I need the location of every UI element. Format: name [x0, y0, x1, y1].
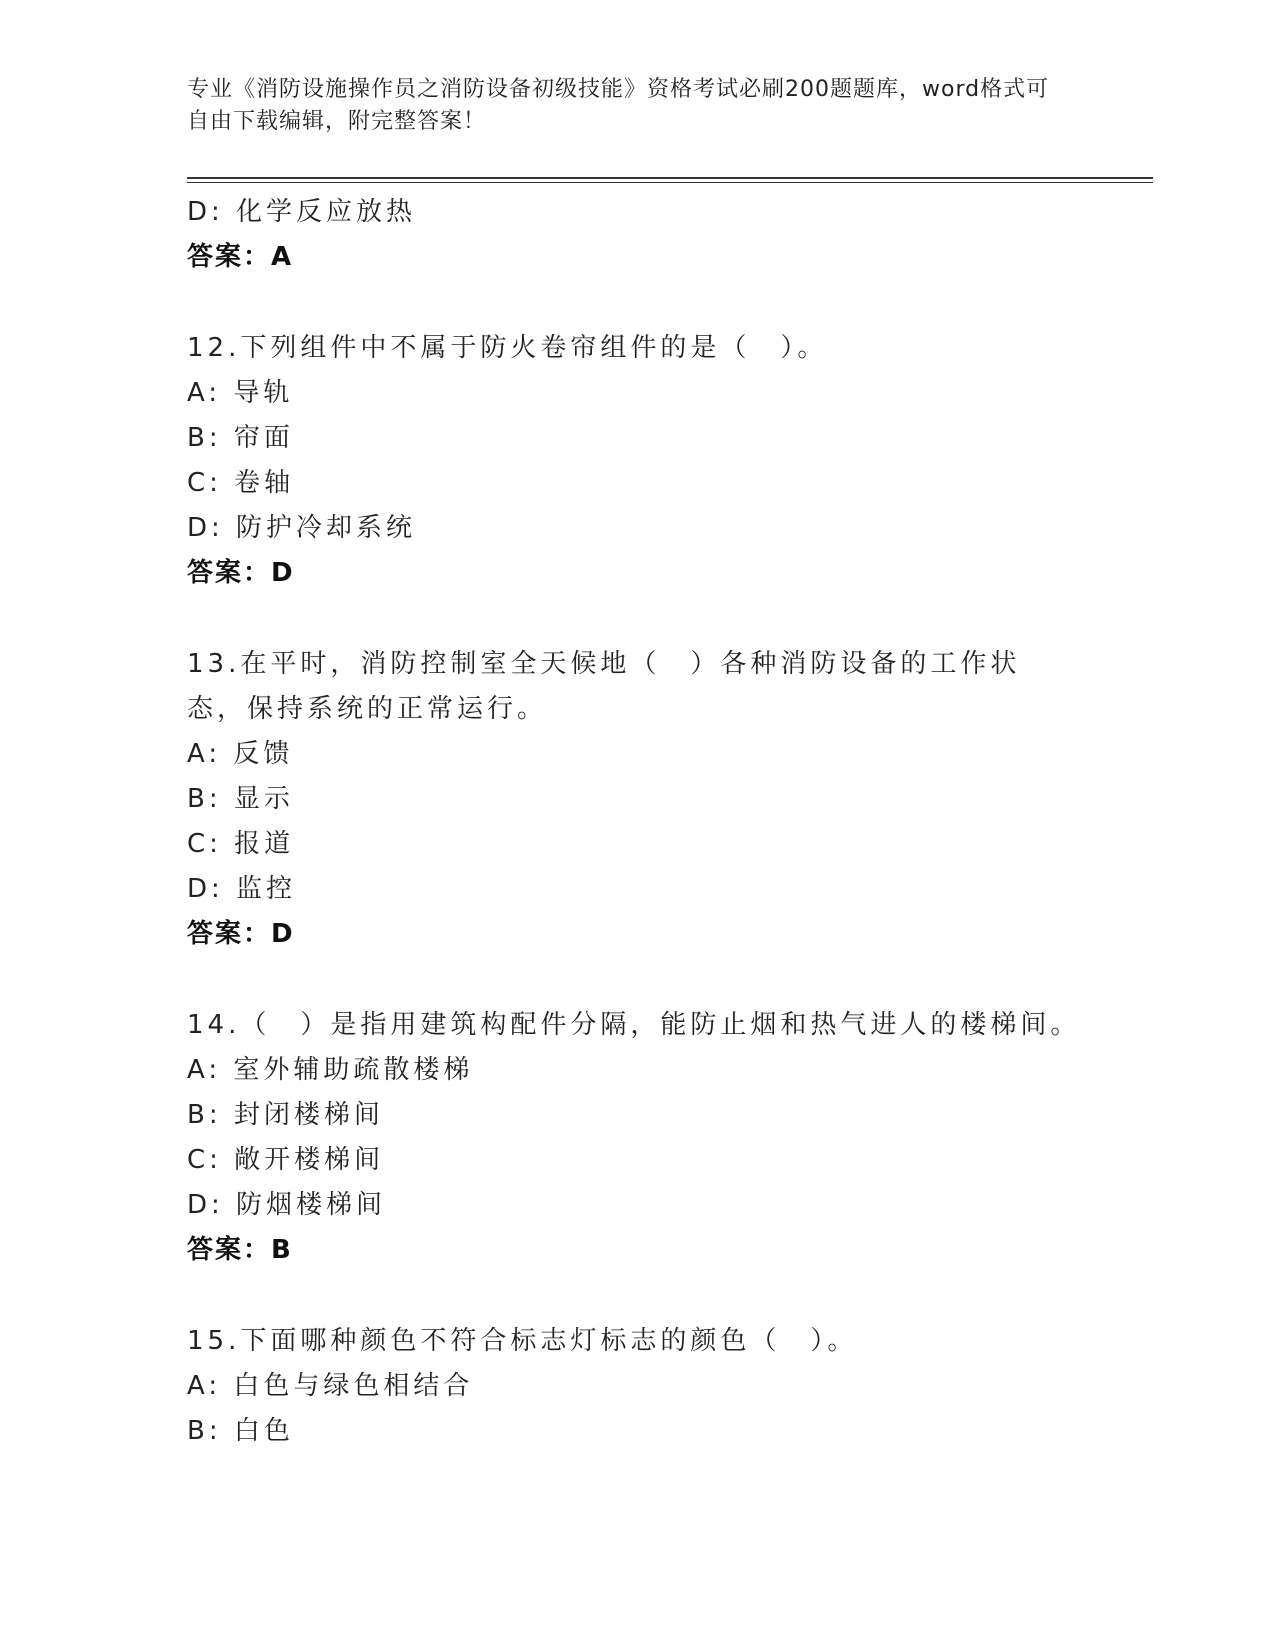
question-14 [187, 1003, 1087, 1273]
option-a: A: 反馈 [187, 739, 294, 769]
document-header: 专业《消防设施操作员之消防设备初级技能》资格考试必刷200题题库，word格式可自由下载编辑，附完整答案！ [187, 77, 1050, 134]
option-b: B: 封闭楼梯间 [187, 1100, 384, 1130]
question-stem: 15.下面哪种颜色不符合标志灯标志的颜色（ ）。 [187, 1326, 858, 1356]
option-a: A: 白色与绿色相结合 [187, 1371, 474, 1401]
question-15 [187, 1319, 1087, 1454]
question-13 [187, 642, 1087, 957]
option-d: D: 监控 [187, 874, 297, 904]
option-a: A: 室外辅助疏散楼梯 [187, 1055, 474, 1085]
option-c: C: 敞开楼梯间 [187, 1145, 385, 1175]
answer-line: 答案：D [187, 558, 295, 588]
header-divider-thin [187, 182, 1153, 183]
question-fragment [187, 190, 1087, 280]
option-d: D: 防护冷却系统 [187, 513, 417, 543]
answer-line: 答案：A [187, 242, 294, 272]
option-d: D: 防烟楼梯间 [187, 1190, 387, 1220]
option-b: B: 白色 [187, 1416, 294, 1446]
question-stem: 14.（ ）是指用建筑构配件分隔，能防止烟和热气进人的楼梯间。 [187, 1010, 1081, 1040]
answer-line: 答案：B [187, 1235, 293, 1265]
answer-line: 答案：D [187, 919, 295, 949]
question-12 [187, 326, 1087, 596]
option-d: D: 化学反应放热 [187, 197, 417, 227]
header-divider [187, 177, 1153, 179]
option-b: B: 帘面 [187, 423, 294, 453]
question-stem: 13.在平时，消防控制室全天候地（ ）各种消防设备的工作状态，保持系统的正常运行。 [187, 649, 1021, 724]
question-list [187, 190, 1087, 1454]
option-a: A: 导轨 [187, 378, 294, 408]
option-c: C: 报道 [187, 829, 295, 859]
question-stem: 12.下列组件中不属于防火卷帘组件的是（ ）。 [187, 333, 828, 363]
option-c: C: 卷轴 [187, 468, 295, 498]
option-b: B: 显示 [187, 784, 294, 814]
